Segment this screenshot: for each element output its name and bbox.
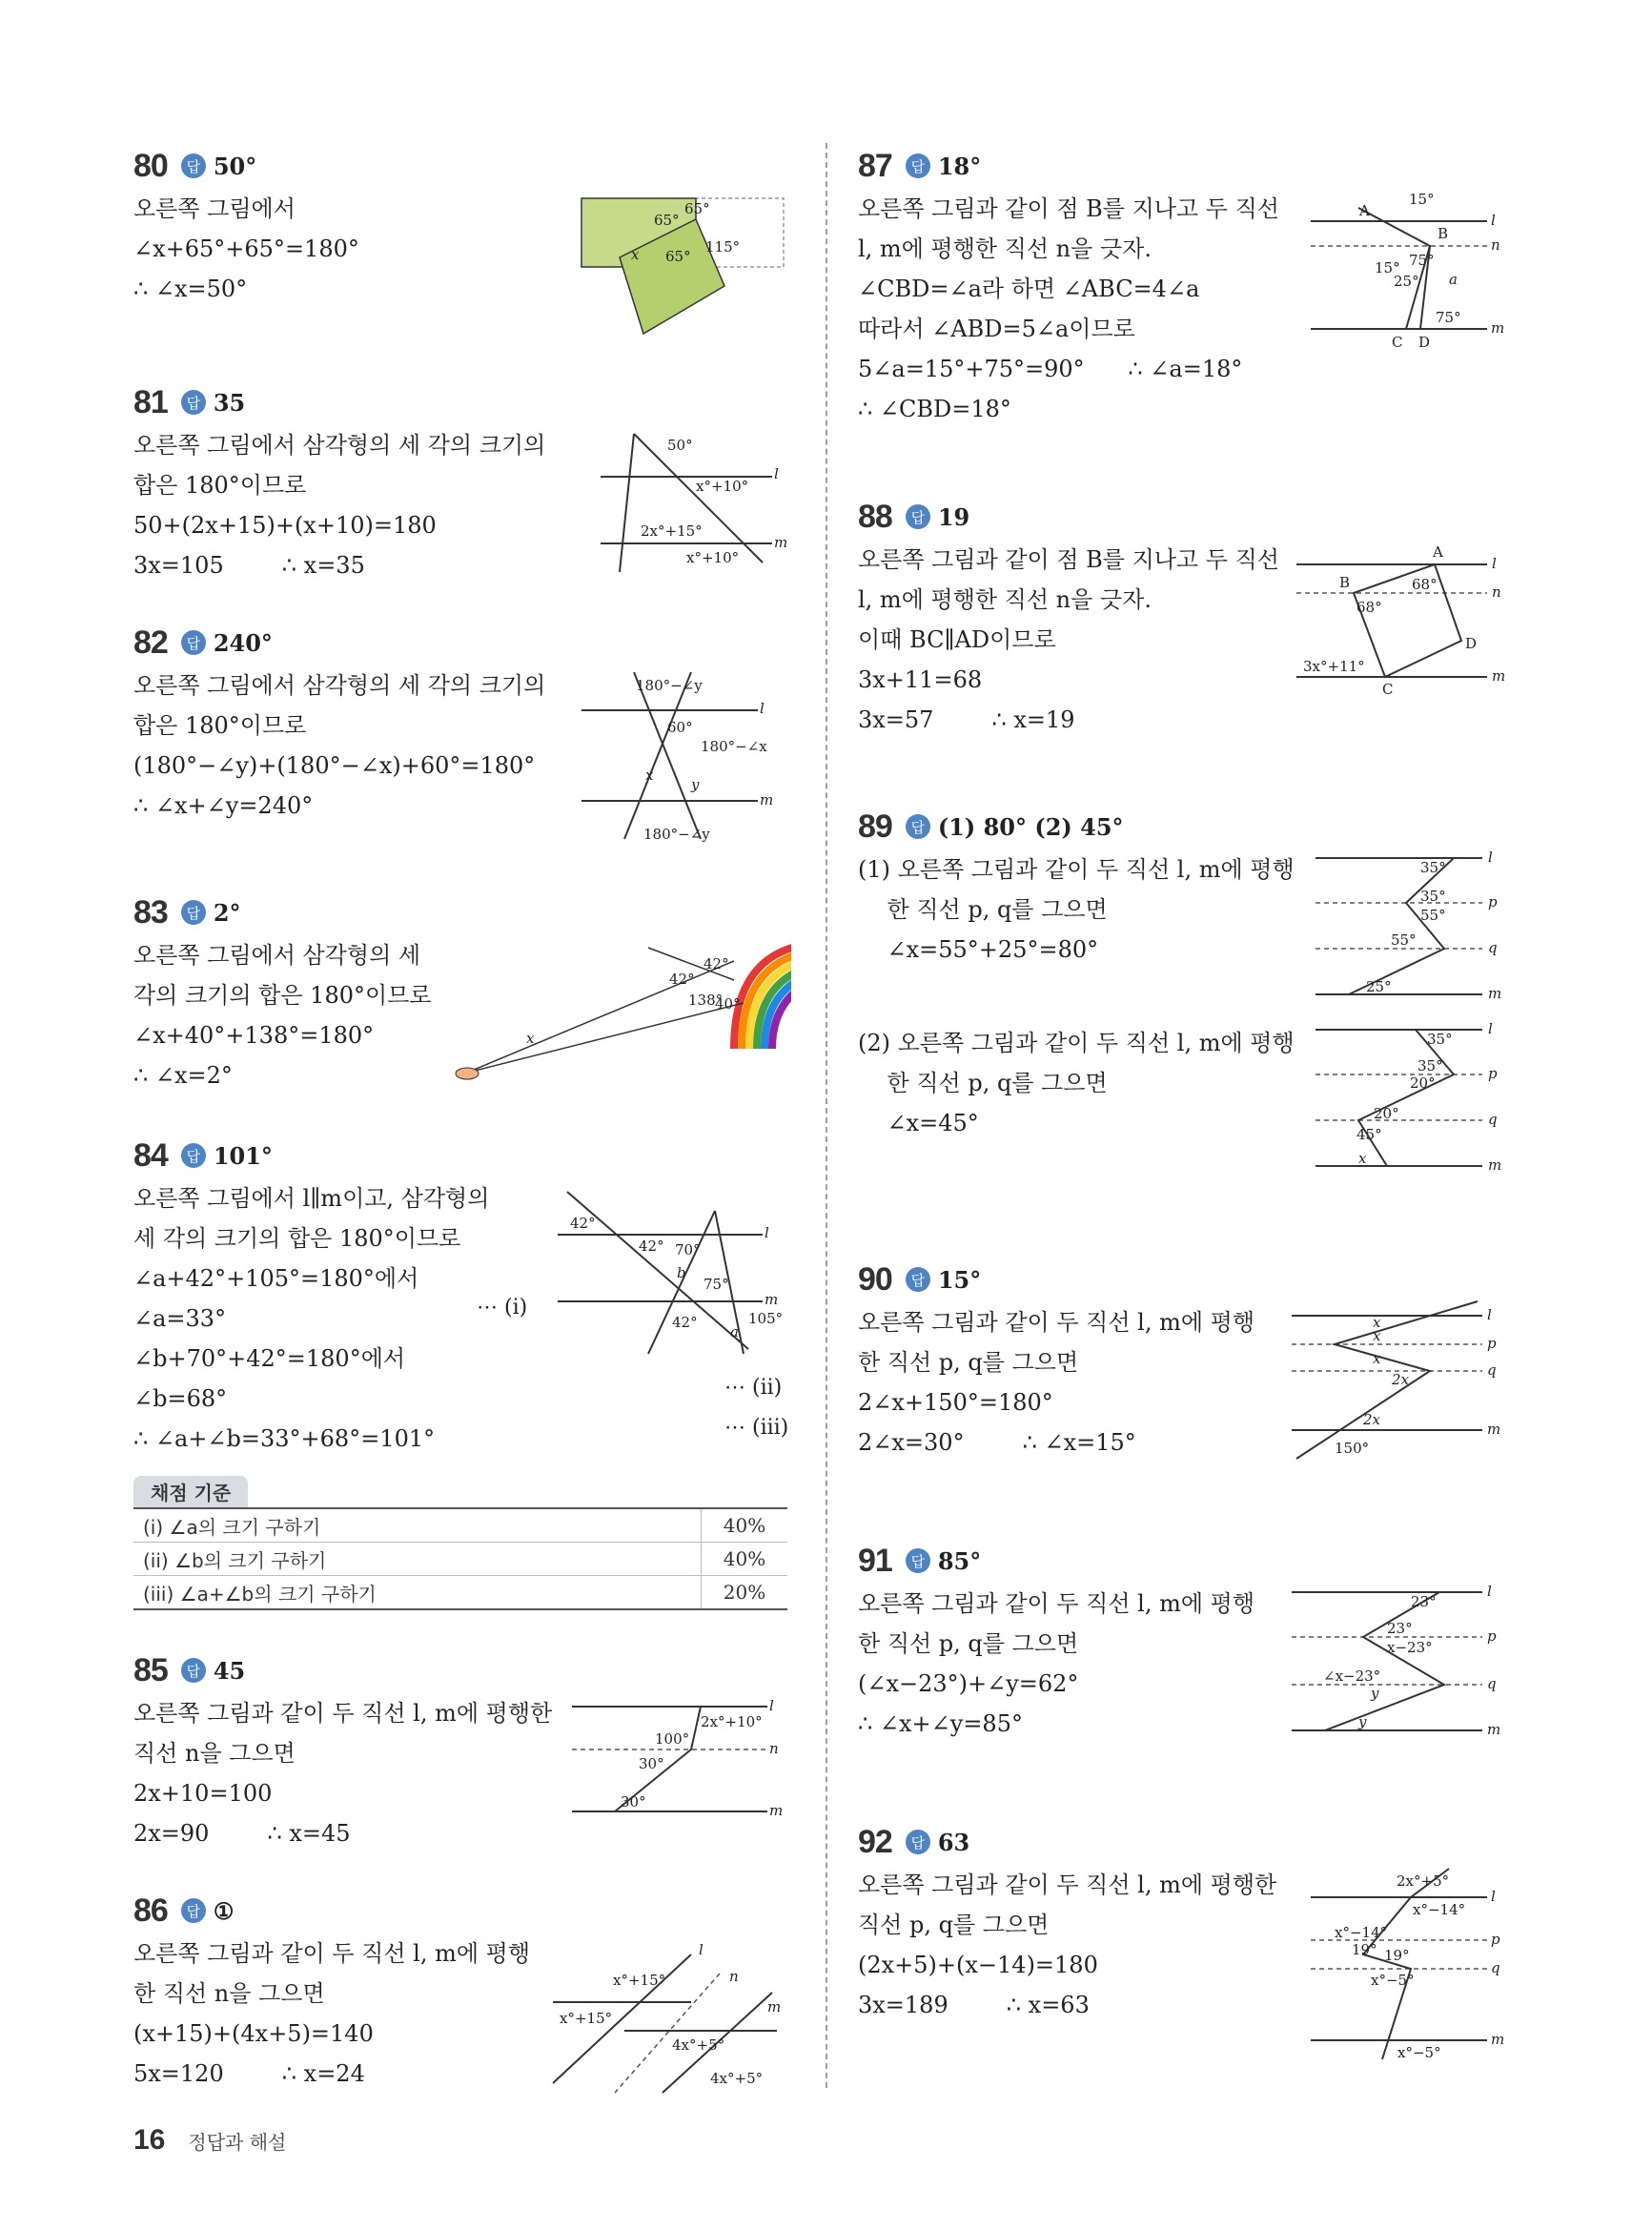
figure-82 bbox=[577, 667, 791, 849]
solution-line: 합은 180°이므로 bbox=[133, 472, 307, 499]
fig-label: 15° bbox=[1375, 259, 1400, 276]
answer: ① bbox=[213, 1896, 235, 1925]
solution-line: 한 직선 p, q를 그으면 bbox=[858, 1349, 1079, 1376]
problem-number: 85 bbox=[133, 1651, 168, 1688]
solution-line: 따라서 ∠ABD=5∠a이므로 bbox=[858, 316, 1135, 342]
fig-label: x°−14° bbox=[1413, 1901, 1466, 1918]
solution-line: 50+(2x+15)+(x+10)=180 bbox=[133, 512, 437, 539]
answer-badge-icon: 답 bbox=[181, 900, 206, 925]
fig-label: n bbox=[769, 1740, 779, 1757]
answer-badge-icon: 답 bbox=[181, 390, 206, 415]
fig-label: A bbox=[1433, 543, 1443, 561]
solution-line: 이때 BC∥AD이므로 bbox=[858, 626, 1056, 653]
fig-label: C bbox=[1392, 334, 1403, 351]
solution-line: 2∠x+150°=180° bbox=[858, 1389, 1053, 1416]
fig-label: 30° bbox=[621, 1793, 646, 1811]
answer-badge-icon: 답 bbox=[181, 630, 206, 655]
solution-line: 오른쪽 그림과 같이 두 직선 l, m에 평행한 bbox=[133, 1700, 553, 1727]
fig-label: q bbox=[1487, 1361, 1497, 1379]
answer: 50° bbox=[213, 152, 257, 180]
fig-label: 2x bbox=[1363, 1411, 1381, 1428]
fig-label: l bbox=[1491, 1888, 1496, 1905]
answer: 63 bbox=[937, 1828, 970, 1856]
solution-line: ∠b=68° bbox=[133, 1385, 228, 1412]
fig-label: q bbox=[1491, 1959, 1500, 1976]
figure-89b bbox=[1311, 1015, 1516, 1177]
fig-label: 65° bbox=[654, 212, 680, 229]
solution-line: 오른쪽 그림과 같이 두 직선 l, m에 평행 bbox=[858, 1590, 1255, 1617]
problem-number: 87 bbox=[858, 147, 892, 184]
answer: 45 bbox=[213, 1656, 246, 1685]
fig-label: 150° bbox=[1335, 1440, 1370, 1457]
figure-83 bbox=[448, 934, 791, 1087]
solution-line: l, m에 평행한 직선 n을 긋자. bbox=[858, 235, 1152, 262]
solution-line: ∴ ∠x=50° bbox=[133, 276, 248, 302]
solution-line: ∠a=33° bbox=[133, 1305, 227, 1332]
fig-label: l bbox=[1487, 1306, 1492, 1323]
criteria-item: (ii) ∠b의 크기 구하기 bbox=[133, 1543, 702, 1576]
fig-label: 20° bbox=[1374, 1105, 1399, 1122]
solution-line: 직선 p, q를 그으면 bbox=[858, 1912, 1050, 1938]
problem-number: 84 bbox=[133, 1136, 168, 1174]
footer-label: 정답과 해설 bbox=[188, 2131, 287, 2154]
step-mark: ⋯ (ii) bbox=[724, 1376, 783, 1400]
fig-label: 23° bbox=[1411, 1593, 1437, 1610]
fig-label: 42° bbox=[639, 1238, 664, 1255]
fig-label: x−23° bbox=[1387, 1639, 1433, 1656]
solution-line: ∠x+65°+65°=180° bbox=[133, 235, 359, 262]
solution-line: (1) 오른쪽 그림과 같이 두 직선 l, m에 평행 bbox=[858, 856, 1295, 883]
problem-number: 81 bbox=[133, 383, 168, 420]
solution-line: 5∠a=15°+75°=90° ∴ ∠a=18° bbox=[858, 356, 1243, 382]
fig-label: y bbox=[1371, 1685, 1379, 1702]
fig-label: x bbox=[1373, 1314, 1381, 1331]
solution-line: 3x=105 ∴ x=35 bbox=[133, 552, 365, 579]
solution-line: 3x+11=68 bbox=[858, 666, 983, 693]
fig-label: n bbox=[1492, 583, 1501, 601]
fig-label: q bbox=[1487, 1675, 1497, 1692]
problem-87 bbox=[858, 145, 1279, 429]
problem-81 bbox=[133, 381, 545, 585]
solution-line: ∠x+40°+138°=180° bbox=[133, 1022, 375, 1049]
fig-label: l bbox=[774, 465, 779, 482]
fig-label: m bbox=[1488, 985, 1502, 1002]
criteria-percent: 20% bbox=[702, 1576, 788, 1610]
fig-label: 35° bbox=[1420, 859, 1446, 876]
fig-label: x bbox=[526, 1030, 535, 1047]
solution-line: 3x=57 ∴ x=19 bbox=[858, 706, 1075, 733]
fig-label: 68° bbox=[1412, 576, 1438, 593]
fig-label: 50° bbox=[667, 437, 693, 454]
fig-label: p bbox=[1488, 1065, 1498, 1082]
fig-label: C bbox=[1382, 681, 1394, 698]
fig-label: l bbox=[1492, 555, 1497, 572]
fig-label: 4x°+5° bbox=[710, 2070, 764, 2087]
fig-label: 42° bbox=[704, 955, 729, 972]
fig-label: 75° bbox=[1436, 309, 1461, 326]
solution-line: 한 직선 p, q를 그으면 bbox=[858, 896, 1108, 923]
problem-83 bbox=[133, 891, 432, 1095]
answer-badge-icon: 답 bbox=[906, 814, 930, 839]
solution-line: 3x=189 ∴ x=63 bbox=[858, 1992, 1090, 2018]
answer: 85° bbox=[937, 1546, 982, 1575]
fig-label: l bbox=[1488, 1020, 1493, 1037]
fig-label: l bbox=[769, 1697, 774, 1714]
fig-label: x°+15° bbox=[560, 2010, 613, 2027]
solution-line: 한 직선 n을 그으면 bbox=[133, 1980, 325, 2007]
answer-badge-icon: 답 bbox=[906, 153, 930, 178]
answer: 15° bbox=[937, 1265, 982, 1294]
solution-line: 오른쪽 그림에서 bbox=[133, 195, 296, 222]
fig-label: 30° bbox=[639, 1755, 664, 1772]
fig-label: ∠x−23° bbox=[1323, 1667, 1381, 1685]
fig-label: l bbox=[765, 1224, 769, 1241]
fig-label: m bbox=[765, 1291, 779, 1308]
fig-label: 25° bbox=[1394, 273, 1419, 290]
fig-label: n bbox=[1491, 236, 1500, 254]
solution-line: ∠CBD=∠a라 하면 ∠ABC=4∠a bbox=[858, 276, 1200, 302]
fig-label: 19° bbox=[1384, 1947, 1410, 1964]
figure-80 bbox=[572, 191, 791, 343]
fig-label: 19° bbox=[1352, 1941, 1377, 1958]
answer: 35 bbox=[213, 388, 246, 417]
step-mark: ⋯ (i) bbox=[477, 1296, 528, 1320]
answer-badge-icon: 답 bbox=[181, 153, 206, 178]
solution-line: ∴ ∠a+∠b=33°+68°=101° bbox=[133, 1425, 436, 1452]
fig-label: x°−5° bbox=[1371, 1972, 1415, 1989]
fig-label: 180°−∠y bbox=[643, 826, 710, 843]
answer: 101° bbox=[213, 1141, 273, 1170]
answer-badge-icon: 답 bbox=[906, 1830, 930, 1854]
solution-line: (180°−∠y)+(180°−∠x)+60°=180° bbox=[133, 752, 536, 779]
problem-number: 82 bbox=[133, 624, 168, 661]
answer: 18° bbox=[937, 152, 982, 180]
fig-label: y bbox=[1358, 1713, 1367, 1730]
answer-badge-icon: 답 bbox=[906, 1267, 930, 1292]
fig-label: 35° bbox=[1420, 888, 1446, 905]
fig-label: a bbox=[730, 1323, 739, 1340]
problem-number: 89 bbox=[858, 808, 892, 845]
fig-label: 65° bbox=[684, 200, 710, 217]
solution-line: ∠b+70°+42°=180°에서 bbox=[133, 1345, 406, 1372]
figure-85 bbox=[567, 1692, 791, 1826]
fig-label: l bbox=[760, 700, 765, 717]
fig-label: 15° bbox=[1409, 191, 1435, 208]
figure-87 bbox=[1306, 191, 1516, 358]
problem-92 bbox=[858, 1821, 1276, 2025]
fig-label: 180°−∠x bbox=[701, 738, 767, 755]
fig-label: 100° bbox=[655, 1730, 690, 1748]
criteria-title: 채점 기준 bbox=[133, 1476, 248, 1507]
fig-label: m bbox=[1492, 667, 1506, 685]
fig-label: 2x°+5° bbox=[1397, 1872, 1450, 1890]
fig-label: x°−14° bbox=[1335, 1924, 1388, 1941]
problem-number: 92 bbox=[858, 1823, 892, 1860]
solution-line: 오른쪽 그림에서 삼각형의 세 각의 크기의 bbox=[133, 672, 546, 699]
solution-line: ∴ ∠x+∠y=240° bbox=[133, 792, 314, 819]
solution-line: 직선 n을 그으면 bbox=[133, 1740, 296, 1767]
problem-86 bbox=[133, 1890, 530, 2094]
problem-85 bbox=[133, 1649, 552, 1853]
answer-badge-icon: 답 bbox=[181, 1898, 206, 1923]
fig-label: m bbox=[1488, 1156, 1502, 1174]
fig-label: 3x°+11° bbox=[1303, 658, 1365, 675]
fig-label: D bbox=[1465, 635, 1478, 652]
fig-label: x bbox=[645, 767, 654, 784]
fig-label: 180°−∠y bbox=[636, 677, 703, 694]
problem-91 bbox=[858, 1540, 1254, 1744]
fig-label: x°+15° bbox=[613, 1972, 666, 1989]
criteria-percent: 40% bbox=[702, 1543, 788, 1576]
fig-label: m bbox=[1487, 1721, 1501, 1738]
fig-label: 42° bbox=[672, 1314, 698, 1331]
page-number: 16 bbox=[133, 2124, 166, 2156]
fig-label: 45° bbox=[1356, 1126, 1382, 1143]
fig-label: m bbox=[760, 791, 774, 808]
fig-label: A bbox=[1359, 202, 1370, 219]
solution-line: ∠x=55°+25°=80° bbox=[858, 936, 1099, 963]
fig-label: l bbox=[699, 1941, 704, 1958]
fig-label: 55° bbox=[1391, 931, 1417, 949]
table-row bbox=[133, 1508, 787, 1543]
fig-label: y bbox=[691, 776, 700, 793]
fig-label: a bbox=[1449, 271, 1458, 288]
fig-label: l bbox=[1488, 849, 1493, 866]
fig-label: 65° bbox=[665, 248, 691, 265]
answer: 240° bbox=[213, 628, 273, 657]
fig-label: x bbox=[1373, 1350, 1381, 1367]
solution-line: l, m에 평행한 직선 n을 긋자. bbox=[858, 586, 1152, 613]
fig-label: 60° bbox=[667, 719, 693, 736]
solution-line: ∠x=45° bbox=[858, 1110, 979, 1136]
fig-label: 25° bbox=[1366, 978, 1392, 995]
fig-label: 105° bbox=[748, 1310, 784, 1327]
solution-line: ∴ ∠CBD=18° bbox=[858, 396, 1011, 422]
solution-line: 2x+10=100 bbox=[133, 1780, 273, 1807]
figure-92 bbox=[1306, 1859, 1516, 2078]
problem-number: 88 bbox=[858, 498, 892, 535]
problem-number: 86 bbox=[133, 1892, 168, 1929]
fig-label: 138° bbox=[688, 992, 724, 1009]
solution-line: 각의 크기의 합은 180°이므로 bbox=[133, 982, 432, 1009]
fig-label: m bbox=[769, 1802, 784, 1819]
criteria-percent: 40% bbox=[702, 1508, 788, 1543]
problem-88 bbox=[858, 496, 1279, 740]
table-row bbox=[133, 1543, 787, 1576]
fig-label: B bbox=[1339, 574, 1351, 591]
fig-label: 75° bbox=[1409, 252, 1435, 269]
fig-label: x°+10° bbox=[686, 549, 740, 566]
fig-label: m bbox=[774, 534, 788, 551]
figure-89a bbox=[1311, 844, 1516, 1006]
solution-line: (x+15)+(4x+5)=140 bbox=[133, 2020, 374, 2047]
fig-label: p bbox=[1491, 1931, 1500, 1948]
problem-number: 91 bbox=[858, 1542, 892, 1579]
criteria-table bbox=[133, 1507, 787, 1610]
fig-label: x bbox=[1373, 1327, 1381, 1344]
answer: 19 bbox=[937, 502, 970, 531]
answer-badge-icon: 답 bbox=[181, 1658, 206, 1683]
fig-label: p bbox=[1488, 893, 1498, 910]
figure-86 bbox=[548, 1935, 791, 2097]
problem-number: 80 bbox=[133, 147, 168, 184]
solution-line: 2x=90 ∴ x=45 bbox=[133, 1820, 351, 1847]
fig-label: x bbox=[1358, 1150, 1367, 1167]
fig-label: q bbox=[1488, 1111, 1498, 1128]
criteria-item: (iii) ∠a+∠b의 크기 구하기 bbox=[133, 1576, 702, 1610]
solution-line: 오른쪽 그림과 같이 점 B를 지나고 두 직선 bbox=[858, 195, 1279, 222]
solution-line: 오른쪽 그림에서 삼각형의 세 각의 크기의 bbox=[133, 432, 546, 459]
fig-label: 4x°+5° bbox=[672, 2036, 725, 2054]
solution-line: 오른쪽 그림과 같이 두 직선 l, m에 평행 bbox=[858, 1309, 1255, 1336]
solution-line: (∠x−23°)+∠y=62° bbox=[858, 1670, 1079, 1697]
figure-90 bbox=[1287, 1297, 1516, 1463]
fig-label: 42° bbox=[669, 971, 695, 988]
fig-label: m bbox=[767, 1998, 782, 2015]
answer: 2° bbox=[213, 898, 241, 927]
fig-label: n bbox=[729, 1968, 739, 1985]
grading-criteria bbox=[133, 1476, 787, 1610]
figure-84 bbox=[553, 1182, 791, 1363]
fig-label: 35° bbox=[1427, 1031, 1453, 1048]
fig-label: 2x°+15° bbox=[641, 522, 703, 540]
solution-line: 5x=120 ∴ x=24 bbox=[133, 2060, 365, 2087]
fig-label: 40° bbox=[715, 995, 741, 1013]
fig-label: x°−5° bbox=[1397, 2044, 1441, 2061]
solution-line: 한 직선 p, q를 그으면 bbox=[858, 1630, 1079, 1657]
figure-88 bbox=[1292, 543, 1516, 701]
solution-line: 합은 180°이므로 bbox=[133, 712, 307, 739]
page-footer bbox=[133, 2124, 286, 2157]
answer-badge-icon: 답 bbox=[906, 504, 930, 529]
solution-line: (2) 오른쪽 그림과 같이 두 직선 l, m에 평행 bbox=[858, 1030, 1295, 1056]
fig-label: x bbox=[631, 246, 640, 263]
solution-line: ∴ ∠x+∠y=85° bbox=[858, 1710, 1023, 1737]
fig-label: 23° bbox=[1387, 1620, 1413, 1637]
column-divider bbox=[826, 143, 827, 2088]
solution-line: 오른쪽 그림에서 삼각형의 세 bbox=[133, 942, 421, 969]
fig-label: 20° bbox=[1410, 1074, 1436, 1092]
fig-label: 68° bbox=[1356, 599, 1382, 616]
fig-label: 2x°+10° bbox=[701, 1713, 763, 1730]
fig-label: m bbox=[1491, 2031, 1505, 2048]
fig-label: p bbox=[1487, 1627, 1497, 1645]
problem-82 bbox=[133, 622, 545, 826]
solution-line: 2∠x=30° ∴ ∠x=15° bbox=[858, 1429, 1136, 1456]
answer-badge-icon: 답 bbox=[181, 1143, 206, 1168]
fig-label: 115° bbox=[705, 238, 741, 256]
fig-label: 70° bbox=[675, 1241, 701, 1258]
fig-label: 55° bbox=[1420, 907, 1446, 924]
solution-line: 오른쪽 그림과 같이 두 직선 l, m에 평행 bbox=[133, 1940, 531, 1967]
solution-line: ∴ ∠x=2° bbox=[133, 1062, 233, 1089]
problem-84 bbox=[133, 1135, 489, 1459]
table-row bbox=[133, 1576, 787, 1610]
fig-label: x°+10° bbox=[696, 478, 749, 495]
figure-91 bbox=[1287, 1578, 1516, 1745]
fig-label: m bbox=[1487, 1421, 1501, 1438]
problem-89 bbox=[858, 806, 1295, 1143]
fig-label: q bbox=[1488, 939, 1498, 956]
solution-line: 오른쪽 그림과 같이 두 직선 l, m에 평행한 bbox=[858, 1872, 1277, 1898]
fig-label: m bbox=[1491, 319, 1505, 337]
solution-line: 오른쪽 그림과 같이 점 B를 지나고 두 직선 bbox=[858, 546, 1279, 573]
step-mark: ⋯ (iii) bbox=[724, 1416, 789, 1440]
fig-label: B bbox=[1438, 225, 1449, 242]
solution-line: (2x+5)+(x−14)=180 bbox=[858, 1952, 1098, 1978]
criteria-item: (i) ∠a의 크기 구하기 bbox=[133, 1508, 702, 1543]
fig-label: l bbox=[1487, 1583, 1492, 1600]
fig-label: l bbox=[1491, 212, 1496, 229]
problem-number: 90 bbox=[858, 1260, 892, 1298]
solution-line: ∠a+42°+105°=180°에서 bbox=[133, 1265, 419, 1292]
fig-label: 35° bbox=[1417, 1057, 1443, 1074]
solution-line: 오른쪽 그림에서 l∥m이고, 삼각형의 bbox=[133, 1185, 490, 1212]
fig-label: 75° bbox=[704, 1276, 729, 1293]
problem-90 bbox=[858, 1258, 1254, 1463]
fig-label: p bbox=[1487, 1335, 1497, 1352]
solution-line: 한 직선 p, q를 그으면 bbox=[858, 1070, 1108, 1096]
fig-label: 2x bbox=[1392, 1371, 1410, 1388]
answer: (1) 80° (2) 45° bbox=[937, 812, 1124, 841]
fig-label: 42° bbox=[570, 1215, 596, 1232]
figure-81 bbox=[591, 419, 791, 582]
fig-label: b bbox=[677, 1264, 686, 1281]
problem-80 bbox=[133, 145, 359, 309]
solution-line: 세 각의 크기의 합은 180°이므로 bbox=[133, 1225, 461, 1252]
answer-badge-icon: 답 bbox=[906, 1548, 930, 1573]
problem-number: 83 bbox=[133, 893, 168, 931]
fig-label: D bbox=[1418, 334, 1431, 351]
